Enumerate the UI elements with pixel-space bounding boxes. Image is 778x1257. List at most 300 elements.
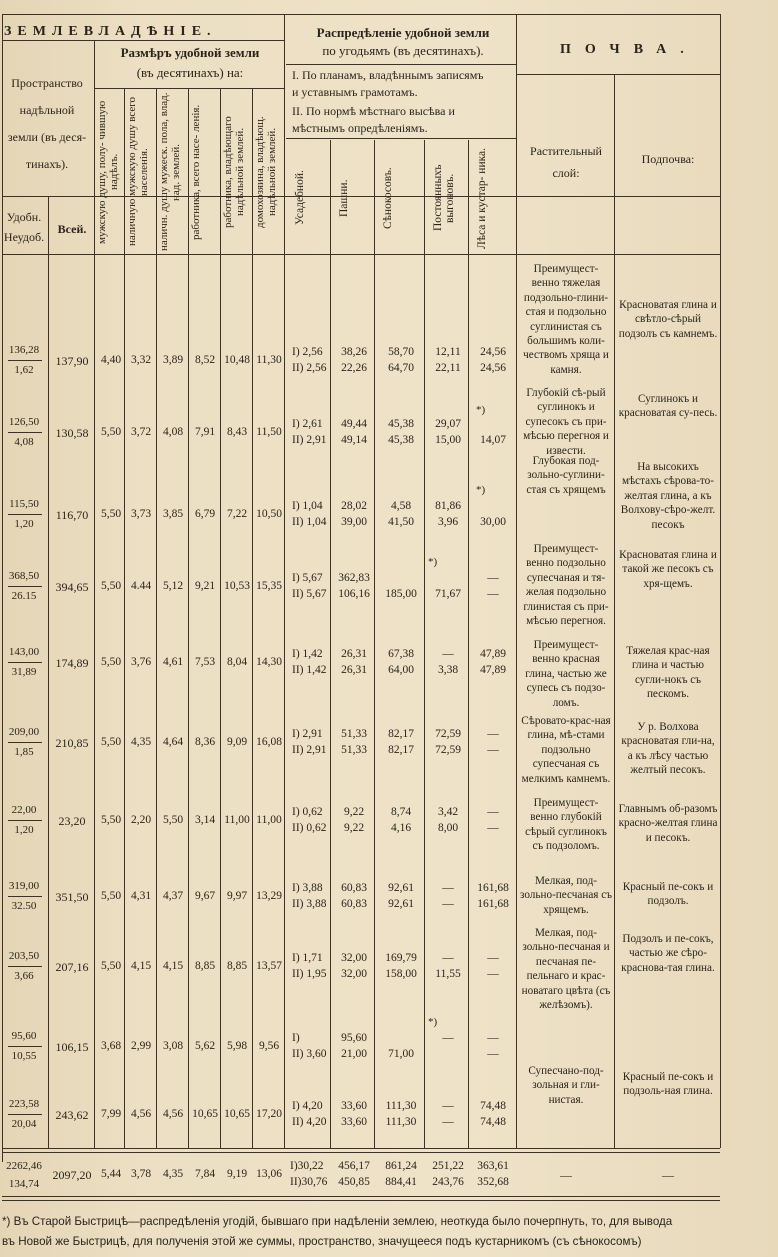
row-size-value: 3,89: [162, 354, 184, 366]
subsoil-cell: Главнымъ об-разомъ красно-желтая глина и песокъ.: [618, 803, 718, 844]
total-size-value: 13,06: [256, 1168, 282, 1180]
row-size-value: 4,56: [162, 1108, 184, 1120]
row-inconvenient: 20,04: [11, 1118, 37, 1130]
row-fraction-line: [8, 966, 42, 967]
row-size-value: 10,48: [224, 354, 250, 366]
subsoil-cell: Суглинокъ и красноватая су-песь.: [618, 393, 718, 420]
row-dist-I-value: 12,11: [435, 346, 461, 358]
row-rule: [2, 14, 720, 15]
row-dist-II-value: 21,00: [341, 1048, 367, 1060]
size-title: Размѣръ удобной земли: [120, 45, 260, 60]
row-total: 351,50: [55, 890, 89, 904]
row-dist-II-value: II) 1,95: [292, 968, 327, 980]
row-dist-II-value: II) 0,62: [292, 822, 327, 834]
row-dist-II-value: 185,00: [385, 588, 417, 600]
row-dist-I-value: 60,83: [341, 882, 367, 894]
row-size-value: 4,08: [162, 426, 184, 438]
row-size-value: 9,56: [258, 1040, 280, 1052]
row-rule: [2, 1196, 720, 1197]
row-dist-II-value: 158,00: [385, 968, 417, 980]
row-fraction-line: [8, 1114, 42, 1115]
total-size-value: 5,44: [100, 1168, 122, 1180]
row-dist-I-value: 82,17: [388, 728, 414, 740]
row-total: 116,70: [55, 508, 89, 522]
row-size-value: 5,50: [100, 426, 122, 438]
size-subtitle: (въ десятинахъ) на:: [136, 65, 244, 80]
row-dist-II-value: 3,38: [437, 664, 459, 676]
topsoil-cell: Сѣровато-крас-ная глина, мѣ-стами подзольно супесчаная съ мелкимъ камнемъ.: [521, 715, 611, 785]
row-dist-II-value: —: [487, 588, 499, 600]
total-dist-I-value: 363,61: [477, 1160, 509, 1172]
column-rule: [188, 88, 189, 1148]
column-rule: [516, 14, 517, 1148]
row-rule: [2, 40, 284, 41]
row-size-value: 5,50: [100, 960, 122, 972]
row-size-value: 9,21: [194, 580, 216, 592]
total-topsoil: —: [560, 1168, 572, 1182]
row-size-value: 14,30: [256, 656, 282, 668]
row-inconvenient: 3,66: [14, 970, 34, 982]
row-dist-II-value: 47,89: [480, 664, 506, 676]
expanse-line: тинахъ).: [25, 157, 69, 171]
row-size-value: 7,53: [194, 656, 216, 668]
row-dist-II-value: 22,26: [341, 362, 367, 374]
topsoil-cell: Преимущест-венно красная глина, частью же супесь съ подзо-ломъ.: [525, 639, 607, 709]
row-size-value: 3,32: [130, 354, 152, 366]
dist-column-header: Пашни.: [338, 179, 350, 217]
row-rule: [516, 74, 720, 75]
row-dist-I-value: 111,30: [385, 1100, 417, 1112]
row-dist-II-value: 9,22: [343, 822, 365, 834]
row-dist-I-value: 38,26: [341, 346, 367, 358]
row-dist-I-value: 3,42: [437, 806, 459, 818]
row-dist-I-value: 45,38: [388, 418, 414, 430]
row-dist-I-value: —: [442, 952, 454, 964]
row-dist-I-value: 29,07: [435, 418, 461, 430]
row-size-value: 4,37: [162, 890, 184, 902]
row-rule: [286, 64, 516, 65]
expanse-line: Пространство: [11, 76, 83, 90]
row-total: 243,62: [55, 1108, 89, 1122]
row-dist-II-value: 15,00: [435, 434, 461, 446]
row-dist-II-value: II) 5,67: [292, 588, 327, 600]
total-dist-II-value: 450,85: [338, 1176, 370, 1188]
grand-total: 2097,20: [52, 1168, 92, 1182]
topsoil-cell: Преимущест-венно тяжелая подзольно-глини-стая и подзольно суглинистая съ большимъ коли-чествомъ хряща и камня.: [523, 263, 609, 376]
row-inconvenient: 1,62: [14, 364, 34, 376]
row-dist-I-value: 67,38: [388, 648, 414, 660]
row-dist-I-value: I) 1,42: [292, 648, 323, 660]
total-dist-II-value: 884,41: [385, 1176, 417, 1188]
row-size-value: 9,09: [226, 736, 248, 748]
row-size-value: 5,62: [194, 1040, 216, 1052]
footnote-line: въ Новой же Быстрицѣ, для полученія этой же суммы, пространство, значущееся подъ кустарникомъ (съ сѣнокосомъ): [2, 1235, 642, 1248]
column-rule: [2, 14, 3, 1162]
row-size-value: 2,20: [130, 814, 152, 826]
row-size-value: 3,68: [100, 1040, 122, 1052]
row-size-value: 4,61: [162, 656, 184, 668]
column-rule: [720, 14, 721, 1148]
row-dist-I-value: 4,58: [390, 500, 412, 512]
row-rule: [2, 1152, 720, 1153]
row-inconvenient: 1,20: [14, 518, 34, 530]
row-dist-II-value: 32,00: [341, 968, 367, 980]
row-size-value: 10,50: [256, 508, 282, 520]
row-useful: 368,50: [8, 570, 40, 582]
footnote-marker: *): [476, 484, 486, 496]
topsoil-cell: Мелкая, под-зольно-песчаная и песчаная пе-пельнаго и крас-новатаго цвѣта (съ желѣзомъ).: [521, 927, 611, 1012]
row-size-value: 6,79: [194, 508, 216, 520]
footnote-marker: *): [428, 1016, 438, 1028]
row-inconvenient: 10,55: [11, 1050, 37, 1062]
inconvenient-header: Неудоб.: [3, 230, 45, 244]
row-dist-I-value: 26,31: [341, 648, 367, 660]
topsoil-cell: Глубокій сѣ-рый суглинокъ и супесокъ съ при-мѣсью перегноя и извести.: [523, 387, 609, 457]
row-dist-I-value: I) 1,71: [292, 952, 323, 964]
row-fraction-line: [8, 742, 42, 743]
row-dist-II-value: 71,00: [388, 1048, 414, 1060]
topsoil-cell: Преимущест-венно подзольно супесчаная и тя-желая подзольно глинистая съ при-мѣсью перегноя.: [523, 543, 609, 628]
row-fraction-line: [8, 514, 42, 515]
row-dist-II-value: 26,31: [341, 664, 367, 676]
row-inconvenient: 31,89: [11, 666, 37, 678]
row-useful: 22,00: [11, 804, 37, 816]
row-dist-II-value: 51,33: [341, 744, 367, 756]
size-column-header: работника, владѣющаго надѣльной землей.: [222, 116, 246, 228]
row-dist-II-value: II) 1,04: [292, 516, 327, 528]
row-size-value: 3,73: [130, 508, 152, 520]
total-dist-II-value: 243,76: [432, 1176, 464, 1188]
row-dist-I-value: —: [487, 806, 499, 818]
dist-I-label: I. По планамъ, владѣннымъ записямъ: [292, 68, 484, 82]
row-dist-I-value: —: [487, 952, 499, 964]
row-total: 106,15: [55, 1040, 89, 1054]
row-dist-II-value: 71,67: [435, 588, 461, 600]
row-size-value: 4,31: [130, 890, 152, 902]
row-useful: 223,58: [8, 1098, 40, 1110]
row-size-value: 2,99: [130, 1040, 152, 1052]
dist-column-header: Сѣнокосовъ.: [382, 167, 394, 229]
row-size-value: 4.44: [130, 580, 152, 592]
row-fraction-line: [8, 662, 42, 663]
row-dist-II-value: —: [487, 822, 499, 834]
row-total: 210,85: [55, 736, 89, 750]
row-fraction-line: [8, 1046, 42, 1047]
row-total: 207,16: [55, 960, 89, 974]
dist-subtitle: по угодьямъ (въ десятинахъ).: [322, 43, 484, 58]
column-rule: [252, 88, 253, 1148]
topsoil-line: слой:: [552, 166, 580, 180]
row-dist-II-value: —: [487, 968, 499, 980]
row-size-value: 8,85: [194, 960, 216, 972]
row-dist-I-value: 49,44: [341, 418, 367, 430]
row-size-value: 11,00: [224, 814, 250, 826]
dist-column-header: Усадебной.: [294, 170, 306, 226]
row-dist-I-value: —: [487, 572, 499, 584]
size-column-header: мужскую душу, полу- чившую надѣлъ.: [96, 100, 120, 244]
total-subsoil: —: [662, 1168, 674, 1182]
subsoil-cell: Красноватая глина и такой же песокъ съ хря-щемъ.: [619, 549, 717, 590]
row-dist-II-value: 41,50: [388, 516, 414, 528]
row-dist-I-value: I) 3,88: [292, 882, 323, 894]
dist-II-label: II. По нормѣ мѣстнаго высѣва и: [292, 104, 455, 118]
row-rule: [2, 1148, 720, 1149]
row-useful: 319,00: [8, 880, 40, 892]
column-rule: [330, 140, 331, 1148]
row-fraction-line: [8, 820, 42, 821]
row-dist-II-value: 14,07: [480, 434, 506, 446]
row-rule: [2, 1200, 720, 1201]
total-useful: 2262,46: [6, 1160, 42, 1172]
row-size-value: 4,40: [100, 354, 122, 366]
total-dist-I-value: 456,17: [338, 1160, 370, 1172]
total-dist-II-value: 352,68: [477, 1176, 509, 1188]
row-dist-II-value: 39,00: [341, 516, 367, 528]
row-dist-II-value: 92,61: [388, 898, 414, 910]
row-size-value: 10,53: [224, 580, 250, 592]
useful-header: Удобн.: [6, 210, 42, 224]
subsoil-cell: На высокихъ мѣстахъ сѣрова-то-желтая глина, а къ Волхову-сѣро-желт. песокъ: [620, 461, 716, 531]
dist-I-label-2: и уставнымъ грамотамъ.: [292, 85, 418, 99]
row-dist-I-value: I) 2,56: [292, 346, 323, 358]
row-size-value: 7,91: [194, 426, 216, 438]
row-size-value: 5,50: [100, 736, 122, 748]
row-rule: [286, 138, 516, 139]
row-size-value: 10,65: [192, 1108, 218, 1120]
row-dist-II-value: 60,83: [341, 898, 367, 910]
row-dist-II-value: 106,16: [338, 588, 370, 600]
row-dist-II-value: 24,56: [480, 362, 506, 374]
total-dist-I-value: 251,22: [432, 1160, 464, 1172]
row-fraction-line: [8, 586, 42, 587]
row-dist-II-value: 3,96: [437, 516, 459, 528]
row-dist-I-value: 169,79: [385, 952, 417, 964]
row-dist-II-value: II) 1,42: [292, 664, 327, 676]
column-rule: [94, 40, 95, 1148]
row-dist-I-value: 92,61: [388, 882, 414, 894]
column-rule: [424, 140, 425, 1148]
subsoil-cell: Подзолъ и пе-сокъ, частью же сѣро-краснова-тая глина.: [621, 933, 715, 974]
row-dist-I-value: 28,02: [341, 500, 367, 512]
topsoil-line: Растительный: [530, 144, 602, 158]
row-dist-I-value: 9,22: [343, 806, 365, 818]
row-size-value: 4,35: [130, 736, 152, 748]
row-dist-II-value: II) 2,91: [292, 744, 327, 756]
row-dist-II-value: 45,38: [388, 434, 414, 446]
expanse-line: надѣльной: [19, 103, 75, 117]
row-size-value: 17,20: [256, 1108, 282, 1120]
size-column-header: домохозяина, владѣющ. надѣльной землей.: [254, 116, 278, 228]
row-dist-I-value: I) 2,91: [292, 728, 323, 740]
total-dist-II-value: II)30,76: [290, 1176, 328, 1188]
row-dist-I-value: I) 0,62: [292, 806, 323, 818]
total-size-value: 9,19: [226, 1168, 248, 1180]
row-size-value: 13,29: [256, 890, 282, 902]
row-dist-II-value: —: [442, 898, 454, 910]
row-rule: [2, 254, 720, 255]
row-dist-I-value: 72,59: [435, 728, 461, 740]
row-size-value: 4,15: [130, 960, 152, 972]
row-dist-I-value: —: [442, 648, 454, 660]
row-dist-I-value: 33,60: [341, 1100, 367, 1112]
column-rule: [156, 88, 157, 1148]
size-column-header: наличную мужскую душу всего населенія.: [126, 97, 150, 247]
column-rule: [374, 140, 375, 1148]
row-useful: 126,50: [8, 416, 40, 428]
row-rule: [94, 88, 284, 89]
row-total: 174,89: [55, 656, 89, 670]
row-useful: 136,28: [8, 344, 40, 356]
row-dist-II-value: II) 2,56: [292, 362, 327, 374]
main-title: ЗЕМЛЕВЛАДѢНІЕ.: [4, 24, 217, 39]
column-rule: [48, 196, 49, 1148]
row-dist-I-value: 24,56: [480, 346, 506, 358]
row-dist-I-value: 161,68: [477, 882, 509, 894]
row-dist-II-value: II) 3,88: [292, 898, 327, 910]
row-size-value: 7,22: [226, 508, 248, 520]
row-dist-II-value: 30,00: [480, 516, 506, 528]
row-dist-II-value: 64,70: [388, 362, 414, 374]
row-size-value: 9,97: [226, 890, 248, 902]
row-size-value: 5,50: [100, 814, 122, 826]
total-dist-I-value: I)30,22: [290, 1160, 324, 1172]
dist-column-header: Постоянныхъ выгоновъ.: [432, 164, 456, 232]
row-size-value: 10,65: [224, 1108, 250, 1120]
footnote-marker: *): [476, 404, 486, 416]
row-size-value: 11,30: [256, 354, 282, 366]
row-size-value: 3,76: [130, 656, 152, 668]
row-total: 23,20: [58, 814, 86, 828]
row-dist-I-value: I) 4,20: [292, 1100, 323, 1112]
row-useful: 203,50: [8, 950, 40, 962]
row-dist-II-value: 8,00: [437, 822, 459, 834]
expanse-header: [0, 70, 94, 178]
row-useful: 209,00: [8, 726, 40, 738]
row-inconvenient: 32.50: [11, 900, 37, 912]
row-size-value: 13,57: [256, 960, 282, 972]
row-total: 394,65: [55, 580, 89, 594]
subsoil-cell: Красный пе-сокъ и подзолъ.: [622, 881, 714, 908]
row-size-value: 3,72: [130, 426, 152, 438]
total-size-value: 7,84: [194, 1168, 216, 1180]
row-size-value: 7,99: [100, 1108, 122, 1120]
row-dist-II-value: II) 4,20: [292, 1116, 327, 1128]
topsoil-cell: Мелкая, под-зольно-песчаная съ хрящемъ.: [520, 875, 613, 916]
column-rule: [614, 74, 615, 1148]
row-dist-I-value: 81,86: [435, 500, 461, 512]
row-size-value: 5,98: [226, 1040, 248, 1052]
row-useful: 143,00: [8, 646, 40, 658]
topsoil-header: [518, 140, 614, 184]
row-size-value: 5,50: [162, 814, 184, 826]
topsoil-cell: Глубокая под-зольно-суглини-стая съ хрящемъ: [526, 455, 606, 496]
row-inconvenient: 1,20: [14, 824, 34, 836]
row-fraction-line: [8, 432, 42, 433]
dist-column-header: Лѣса и кустар- ника.: [476, 147, 488, 249]
row-dist-II-value: 111,30: [385, 1116, 417, 1128]
row-dist-I-value: I) 1,04: [292, 500, 323, 512]
row-dist-II-value: 74,48: [480, 1116, 506, 1128]
dist-title: Распредѣленіе удобной земли: [316, 25, 490, 40]
column-rule: [220, 88, 221, 1148]
row-dist-I-value: 95,60: [341, 1032, 367, 1044]
row-total: 130,58: [55, 426, 89, 440]
row-dist-I-value: 32,00: [341, 952, 367, 964]
row-dist-II-value: 11,55: [435, 968, 461, 980]
row-useful: 115,50: [9, 498, 39, 510]
row-dist-I-value: I) 2,61: [292, 418, 323, 430]
dist-II-label-2: мѣстнымъ опредѣленіямъ.: [292, 121, 428, 135]
size-column-header: работника, всего насе- ленія.: [190, 104, 202, 240]
row-dist-II-value: 4,16: [390, 822, 412, 834]
row-size-value: 5,50: [100, 580, 122, 592]
row-size-value: 5,50: [100, 890, 122, 902]
row-dist-II-value: II) 2,91: [292, 434, 327, 446]
column-rule: [284, 14, 285, 1148]
subsoil-cell: Красноватая глина и свѣтло-сѣрый подзолъ съ камнемъ.: [618, 299, 718, 340]
topsoil-cell: Супесчано-под-зольная и гли-нистая.: [528, 1065, 604, 1106]
row-dist-I-value: —: [442, 1100, 454, 1112]
row-fraction-line: [8, 896, 42, 897]
row-dist-II-value: 22,11: [435, 362, 461, 374]
size-column-header: наличн. душу мужеск. пола, влад. над. землей.: [158, 92, 182, 252]
row-dist-I-value: 362,83: [338, 572, 370, 584]
row-dist-II-value: —: [442, 1116, 454, 1128]
row-size-value: 3,85: [162, 508, 184, 520]
row-size-value: 8,04: [226, 656, 248, 668]
subsoil-cell: У р. Волхова красноватая гли-на, а къ лѣсу частью желтый песокъ.: [621, 721, 715, 777]
row-size-value: 4,15: [162, 960, 184, 972]
row-dist-I-value: —: [442, 882, 454, 894]
row-dist-II-value: 64,00: [388, 664, 414, 676]
row-dist-I-value: —: [487, 728, 499, 740]
row-inconvenient: 1,85: [14, 746, 34, 758]
row-dist-II-value: 161,68: [477, 898, 509, 910]
expanse-line: земли (въ деся-: [7, 130, 87, 144]
row-size-value: 8,43: [226, 426, 248, 438]
row-dist-I-value: 51,33: [341, 728, 367, 740]
row-size-value: 8,85: [226, 960, 248, 972]
row-size-value: 4,64: [162, 736, 184, 748]
row-fraction-line: [8, 360, 42, 361]
row-dist-I-value: —: [487, 1032, 499, 1044]
row-size-value: 11,50: [256, 426, 282, 438]
subsoil-cell: Тяжелая крас-ная глина и частью сугли-нокъ съ пескомъ.: [626, 645, 710, 701]
row-size-value: 3,08: [162, 1040, 184, 1052]
row-dist-II-value: 33,60: [341, 1116, 367, 1128]
row-size-value: 4,56: [130, 1108, 152, 1120]
row-useful: 95,60: [11, 1030, 37, 1042]
row-inconvenient: 26.15: [11, 590, 37, 602]
subsoil-cell: Красный пе-сокъ и подзоль-ная глина.: [622, 1071, 714, 1098]
row-dist-II-value: 49,14: [341, 434, 367, 446]
total-size-value: 3,78: [130, 1168, 152, 1180]
row-size-value: 3,14: [194, 814, 216, 826]
row-dist-I-value: 8,74: [390, 806, 412, 818]
row-dist-II-value: II) 3,60: [292, 1048, 327, 1060]
row-total: 137,90: [55, 354, 89, 368]
subsoil-header: Подпочва:: [641, 152, 695, 166]
row-dist-I-value: —: [442, 1032, 454, 1044]
row-size-value: 5,50: [100, 656, 122, 668]
row-dist-II-value: —: [487, 744, 499, 756]
soil-title: ПОЧВА.: [560, 42, 698, 57]
row-size-value: 8,36: [194, 736, 216, 748]
column-rule: [124, 88, 125, 1148]
row-dist-II-value: —: [487, 1048, 499, 1060]
total-dist-I-value: 861,24: [385, 1160, 417, 1172]
row-size-value: 15,35: [256, 580, 282, 592]
